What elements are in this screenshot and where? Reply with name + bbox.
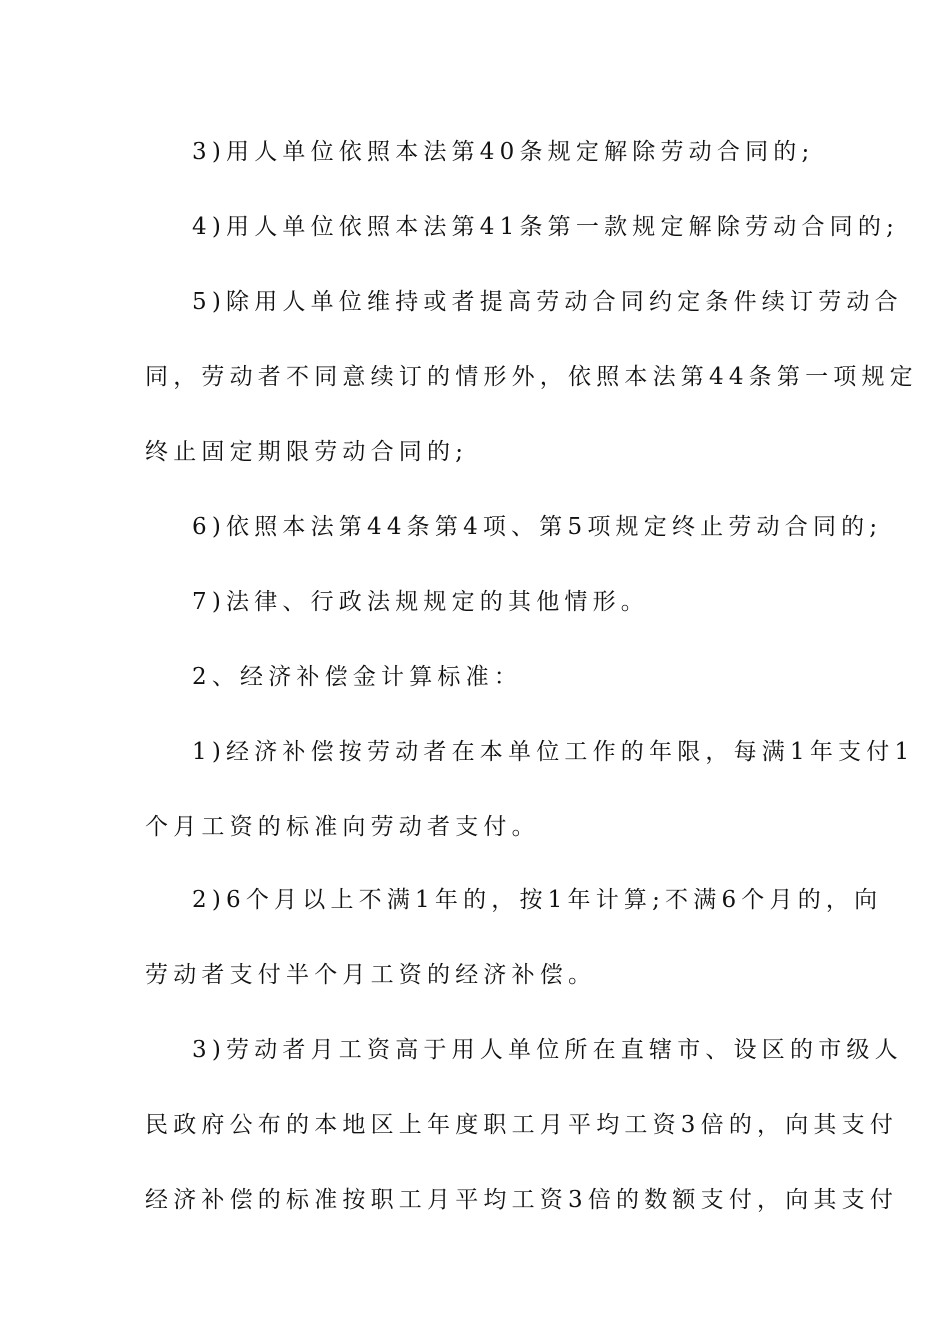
text-line: 个月工资的标准向劳动者支付。 xyxy=(145,814,540,840)
text-line: 1)经济补偿按劳动者在本单位工作的年限，每满1年支付1 xyxy=(192,739,915,765)
section-heading: 2、经济补偿金计算标准： xyxy=(192,664,523,690)
text-line: 3)劳动者月工资高于用人单位所在直辖市、设区的市级人 xyxy=(192,1037,903,1063)
text-line: 4)用人单位依照本法第41条第一款规定解除劳动合同的; xyxy=(192,214,900,240)
text-line: 民政府公布的本地区上年度职工月平均工资3倍的，向其支付 xyxy=(145,1112,899,1138)
text-line: 2)6个月以上不满1年的，按1年计算;不满6个月的，向 xyxy=(192,887,883,913)
text-line: 经济补偿的标准按职工月平均工资3倍的数额支付，向其支付 xyxy=(145,1187,899,1213)
text-line: 同，劳动者不同意续订的情形外，依照本法第44条第一项规定 xyxy=(145,364,918,390)
text-line: 5)除用人单位维持或者提高劳动合同约定条件续订劳动合 xyxy=(192,289,903,315)
text-line: 劳动者支付半个月工资的经济补偿。 xyxy=(145,962,597,988)
text-line: 6)依照本法第44条第4项、第5项规定终止劳动合同的; xyxy=(192,514,883,540)
text-line: 7)法律、行政法规规定的其他情形。 xyxy=(192,589,650,615)
text-line: 终止固定期限劳动合同的; xyxy=(145,439,469,465)
text-line: 3)用人单位依照本法第40条规定解除劳动合同的; xyxy=(192,139,815,165)
